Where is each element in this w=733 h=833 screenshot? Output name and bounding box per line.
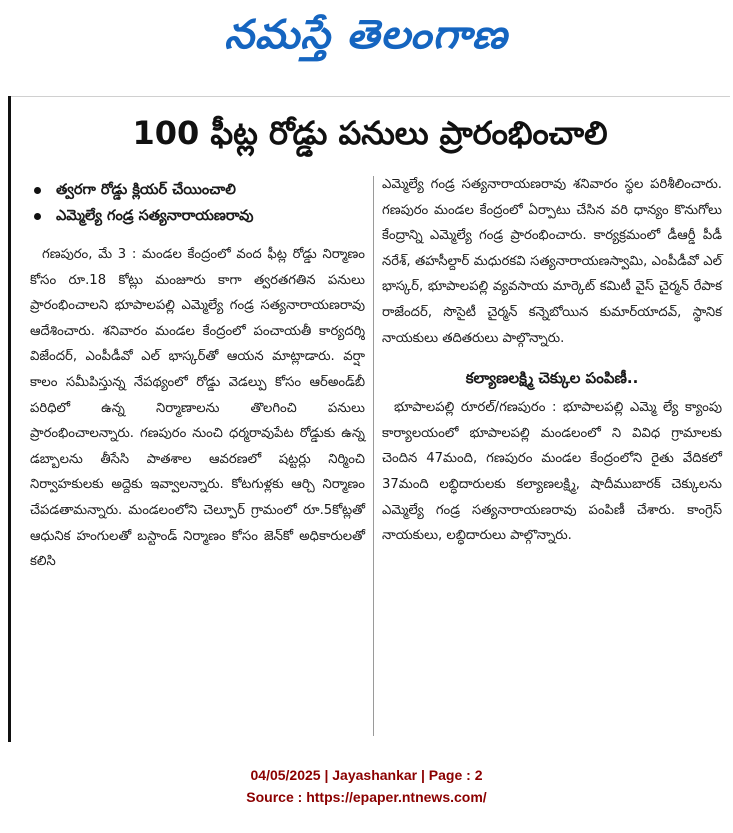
bullet-text: ఎమ్మెల్యే గండ్ర సత్యనారాయణరావు bbox=[56, 208, 254, 224]
article-left-column bbox=[30, 178, 365, 575]
footer-date-line: 04/05/2025 | Jayashankar | Page : 2 bbox=[250, 767, 483, 783]
article-body-right-2: భూపాలపల్లి రూరల్/గణపురం : భూపాలపల్లి ఎమ్మె ల్యే క్యాంపు కార్యాలయంలో భూపాలపల్లి మండలంలో ని వివిధ గ్రామాలకు చెందిన 47మంది, గణపురం మండల కేంద్రంలోని రైతు వేదికలో 37మంది లబ్ధిదారులకు కల్యాణలక్ష్మి, షాదీముబారక్ చెక్కులను ఎమ్మెల్యే గండ్ర సత్యనారాయణరావు పంపిణీ చేశారు. కాంగ్రెస్ నాయకులు, లబ్ధిదారులు పాల్గొన్నారు. bbox=[382, 400, 722, 544]
bullet-text: త్వరగా రోడ్డు క్లియర్ చేయించాలి bbox=[56, 182, 236, 198]
bullet-point bbox=[30, 178, 365, 204]
article-right-column bbox=[382, 172, 722, 549]
article-body-left: గణపురం, మే 3 : మండల కేంద్రంలో వంద ఫీట్ల రోడ్డు నిర్మాణం కోసం రూ.18 కోట్లు మంజూరు కాగా త్వరతగతిన పనులు ప్రారంభించాలని భూపాలపల్లి ఎమ్మెల్యే గండ్ర సత్యనారాయణరావు ఆదేశించారు. శనివారం మండల కేంద్రంలో పంచాయతీ కార్యదర్శి విజేందర్, ఎంపీడీవో ఎల్ భాస్కర్‌తో ఆయన మాట్లాడారు. వర్షా కాలం సమీపిస్తున్న నేపథ్యంలో రోడ్డు వెడల్పు కోసం ఆర్‌అండ్‌బీ పరిధిలో ఉన్న నిర్మాణాలను తొలగించి పనులు ప్రారంభించాలన్నారు. గణపురం నుంచి ధర్మరావుపేట రోడ్డుకు ఉన్న డబ్బాలను తీసేసి పాతశాల ఆవరణలో షట్టర్లు నిర్మించి నిర్వాహకులకు అద్దెకు ఇవ్వాలన్నారు. కోటగుళ్లకు ఆర్చి నిర్మాణం చేపడతామన్నారు. మండలంలోని చెల్పూర్ గ్రామంలో రూ.5కోట్లతో ఆధునిక హంగులతో బస్టాండ్ నిర్మాణం కోసం జెన్‌కో అధికారులతో కలిసి bbox=[30, 247, 365, 570]
article-subheading: కల్యాణలక్ష్మి చెక్కుల పంపిణీ.. bbox=[465, 369, 639, 388]
footer-source-line: Source : https://epaper.ntnews.com/ bbox=[246, 789, 487, 805]
bullet-dot-icon bbox=[34, 213, 41, 220]
clipping-left-border bbox=[8, 96, 11, 742]
article-headline: 100 ఫీట్ల రోడ్డు పనులు ప్రారంభించాలి bbox=[132, 114, 608, 152]
source-footer bbox=[0, 764, 733, 808]
column-divider bbox=[373, 176, 374, 736]
article-body-right: ఎమ్మెల్యే గండ్ర సత్యనారాయణరావు శనివారం స్థల పరిశీలించారు. గణపురం మండల కేంద్రంలో ఏర్పాటు చేసిన వరి ధాన్యం కొనుగోలు కేంద్రాన్ని ఎమ్మెల్యే గండ్ర ప్రారంభించారు. కార్యక్రమంలో డీఆర్డీ పీడీ నరేశ్, తహసీల్దార్ మధురకవి సత్యనారాయణస్వామి, ఎంపీడీవో ఎల్ భాస్కర్, భూపాలపల్లి వ్యవసాయ మార్కెట్ కమిటీ వైస్ చైర్మన్ రేపాక రాజేందర్, సొసైటీ చైర్మన్ కన్నెబోయిన కుమార్‌యాదవ్, స్థానిక నాయకులు తదితరులు పాల్గొన్నారు. bbox=[382, 177, 722, 346]
newspaper-masthead bbox=[0, 0, 733, 78]
masthead-logo: నమస్తే తెలంగాణ bbox=[224, 12, 509, 58]
bullet-dot-icon bbox=[34, 187, 41, 194]
bullet-point bbox=[30, 204, 365, 230]
